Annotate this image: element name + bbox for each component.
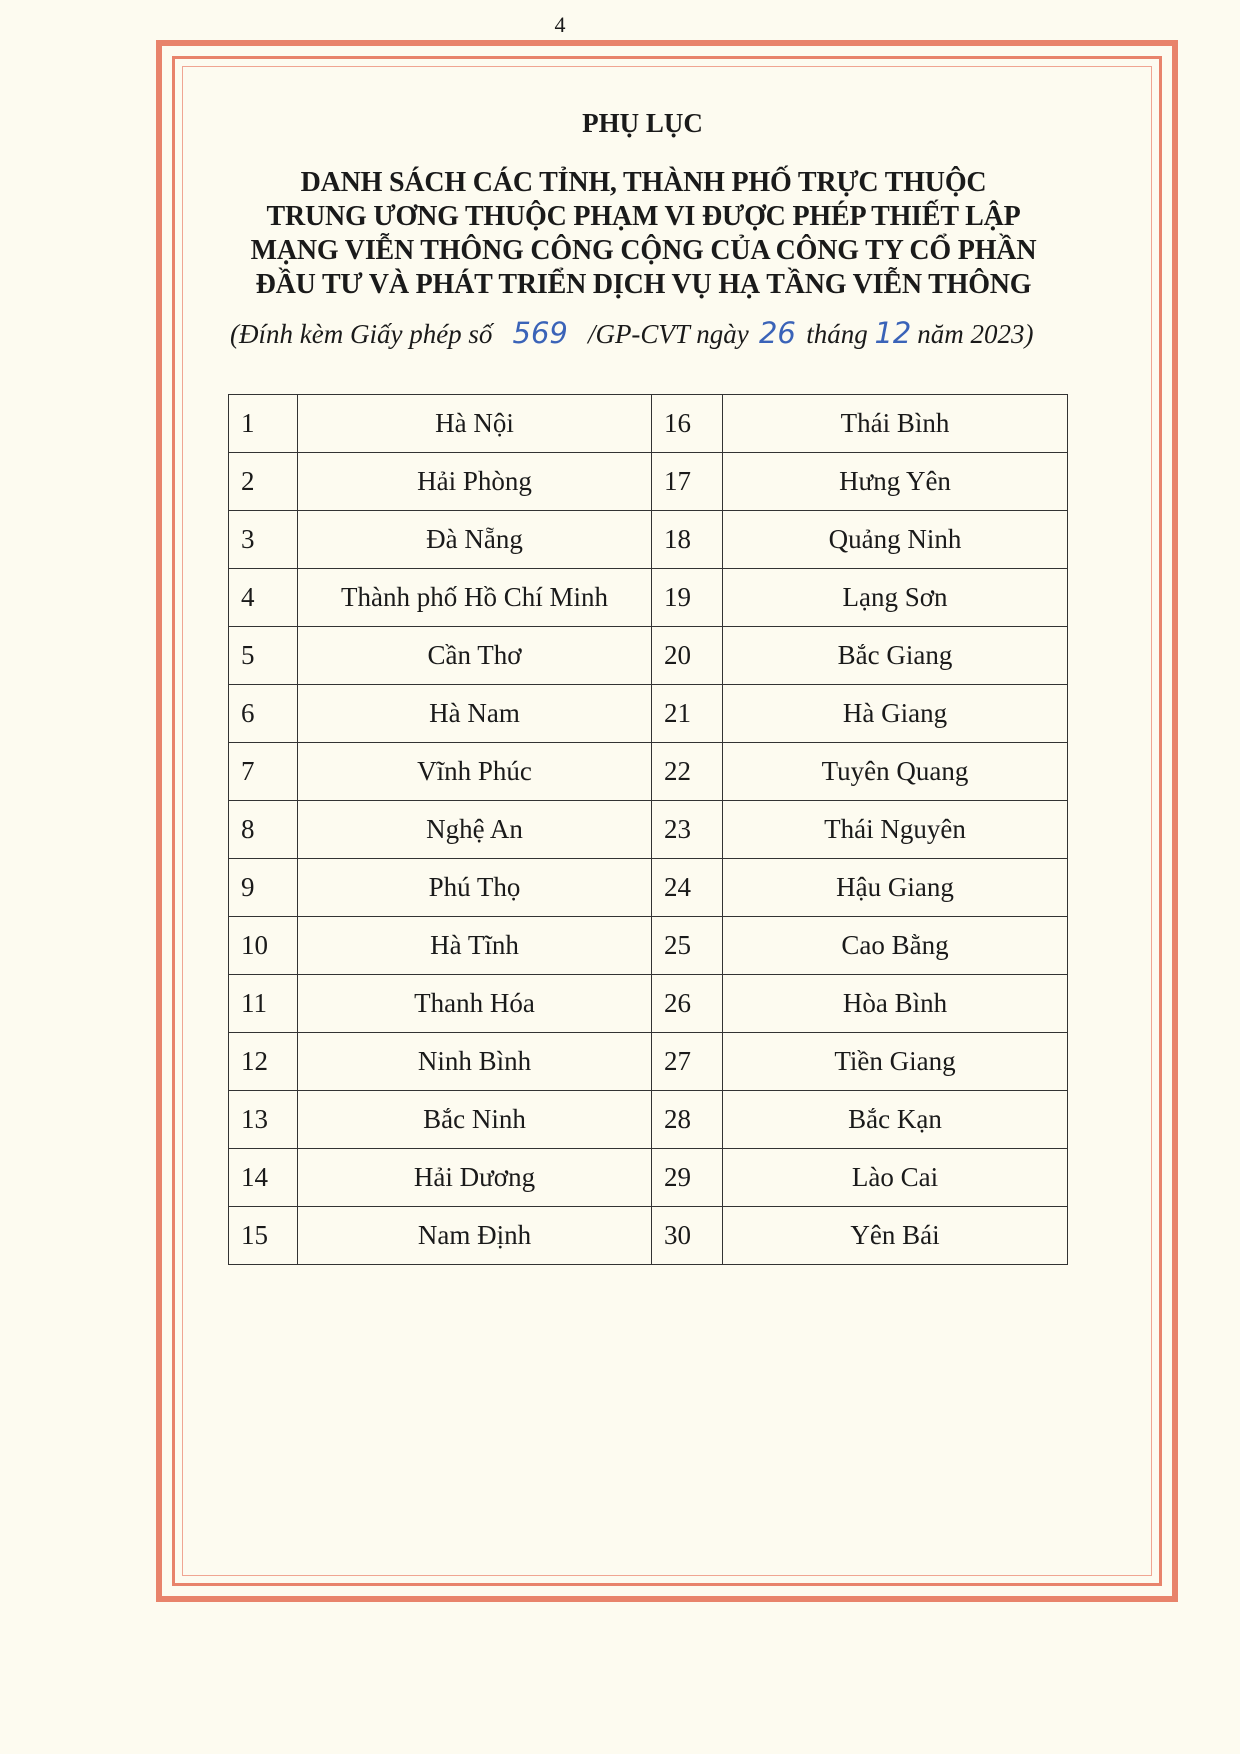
table-row bbox=[229, 395, 1068, 453]
row-number: 1 bbox=[229, 395, 298, 453]
province-name: Lạng Sơn bbox=[723, 569, 1068, 627]
province-name: Quảng Ninh bbox=[723, 511, 1068, 569]
attachment-note-mid: /GP-CVT ngày bbox=[587, 319, 749, 349]
province-name: Vĩnh Phúc bbox=[298, 743, 652, 801]
province-name: Thái Bình bbox=[723, 395, 1068, 453]
row-number: 14 bbox=[229, 1149, 298, 1207]
row-number: 20 bbox=[652, 627, 723, 685]
row-number: 23 bbox=[652, 801, 723, 859]
table-row bbox=[229, 1091, 1068, 1149]
document-heading bbox=[230, 166, 1057, 302]
heading-line: TRUNG ƯƠNG THUỘC PHẠM VI ĐƯỢC PHÉP THIẾT LẬP bbox=[266, 201, 1021, 232]
province-name: Ninh Bình bbox=[298, 1033, 652, 1091]
row-number: 19 bbox=[652, 569, 723, 627]
table-row bbox=[229, 743, 1068, 801]
table-row bbox=[229, 859, 1068, 917]
row-number: 30 bbox=[652, 1207, 723, 1265]
row-number: 16 bbox=[652, 395, 723, 453]
row-number: 13 bbox=[229, 1091, 298, 1149]
handwritten-license-number: 569 bbox=[512, 316, 568, 350]
heading-line: MẠNG VIỄN THÔNG CÔNG CỘNG CỦA CÔNG TY CỔ PHẦN bbox=[250, 235, 1037, 266]
province-name: Tuyên Quang bbox=[723, 743, 1068, 801]
province-name: Yên Bái bbox=[723, 1207, 1068, 1265]
row-number: 27 bbox=[652, 1033, 723, 1091]
table-row bbox=[229, 627, 1068, 685]
row-number: 5 bbox=[229, 627, 298, 685]
province-name: Hậu Giang bbox=[723, 859, 1068, 917]
row-number: 22 bbox=[652, 743, 723, 801]
attachment-note-suffix: năm 2023) bbox=[917, 319, 1034, 349]
province-name: Hà Tĩnh bbox=[298, 917, 652, 975]
row-number: 7 bbox=[229, 743, 298, 801]
table-row bbox=[229, 1207, 1068, 1265]
row-number: 29 bbox=[652, 1149, 723, 1207]
page-number: 4 bbox=[554, 12, 566, 37]
heading-line: DANH SÁCH CÁC TỈNH, THÀNH PHỐ TRỰC THUỘC bbox=[300, 167, 987, 198]
row-number: 28 bbox=[652, 1091, 723, 1149]
attachment-note-month-label: tháng bbox=[806, 319, 868, 349]
row-number: 25 bbox=[652, 917, 723, 975]
province-name: Hưng Yên bbox=[723, 453, 1068, 511]
handwritten-day: 26 bbox=[758, 316, 796, 350]
province-name: Thanh Hóa bbox=[298, 975, 652, 1033]
province-name: Hà Nam bbox=[298, 685, 652, 743]
province-name: Thái Nguyên bbox=[723, 801, 1068, 859]
row-number: 15 bbox=[229, 1207, 298, 1265]
province-name: Tiền Giang bbox=[723, 1033, 1068, 1091]
table-row bbox=[229, 801, 1068, 859]
heading-line: ĐẦU TƯ VÀ PHÁT TRIỂN DỊCH VỤ HẠ TẦNG VIỄN THÔNG bbox=[255, 269, 1032, 300]
row-number: 24 bbox=[652, 859, 723, 917]
province-name: Hòa Bình bbox=[723, 975, 1068, 1033]
row-number: 18 bbox=[652, 511, 723, 569]
province-name: Hà Giang bbox=[723, 685, 1068, 743]
table-row bbox=[229, 569, 1068, 627]
province-name: Bắc Giang bbox=[723, 627, 1068, 685]
table-row bbox=[229, 1149, 1068, 1207]
table-row bbox=[229, 685, 1068, 743]
province-name: Nam Định bbox=[298, 1207, 652, 1265]
handwritten-month: 12 bbox=[874, 316, 912, 350]
table-row bbox=[229, 1033, 1068, 1091]
province-name: Bắc Kạn bbox=[723, 1091, 1068, 1149]
province-table bbox=[228, 394, 1068, 1265]
row-number: 4 bbox=[229, 569, 298, 627]
row-number: 10 bbox=[229, 917, 298, 975]
row-number: 3 bbox=[229, 511, 298, 569]
attachment-note bbox=[230, 316, 1130, 350]
appendix-title: PHỤ LỤC bbox=[582, 108, 703, 138]
table-row bbox=[229, 975, 1068, 1033]
attachment-note-prefix: (Đính kèm Giấy phép số bbox=[230, 319, 493, 349]
row-number: 21 bbox=[652, 685, 723, 743]
province-name: Hà Nội bbox=[298, 395, 652, 453]
row-number: 6 bbox=[229, 685, 298, 743]
province-name: Bắc Ninh bbox=[298, 1091, 652, 1149]
province-name: Cao Bằng bbox=[723, 917, 1068, 975]
row-number: 8 bbox=[229, 801, 298, 859]
province-name: Lào Cai bbox=[723, 1149, 1068, 1207]
province-name: Hải Dương bbox=[298, 1149, 652, 1207]
province-name: Nghệ An bbox=[298, 801, 652, 859]
row-number: 26 bbox=[652, 975, 723, 1033]
province-name: Thành phố Hồ Chí Minh bbox=[298, 569, 652, 627]
province-name: Phú Thọ bbox=[298, 859, 652, 917]
province-name: Cần Thơ bbox=[298, 627, 652, 685]
row-number: 9 bbox=[229, 859, 298, 917]
row-number: 12 bbox=[229, 1033, 298, 1091]
table-row bbox=[229, 453, 1068, 511]
table-row bbox=[229, 511, 1068, 569]
row-number: 17 bbox=[652, 453, 723, 511]
row-number: 2 bbox=[229, 453, 298, 511]
row-number: 11 bbox=[229, 975, 298, 1033]
province-name: Đà Nẵng bbox=[298, 511, 652, 569]
province-name: Hải Phòng bbox=[298, 453, 652, 511]
table-row bbox=[229, 917, 1068, 975]
